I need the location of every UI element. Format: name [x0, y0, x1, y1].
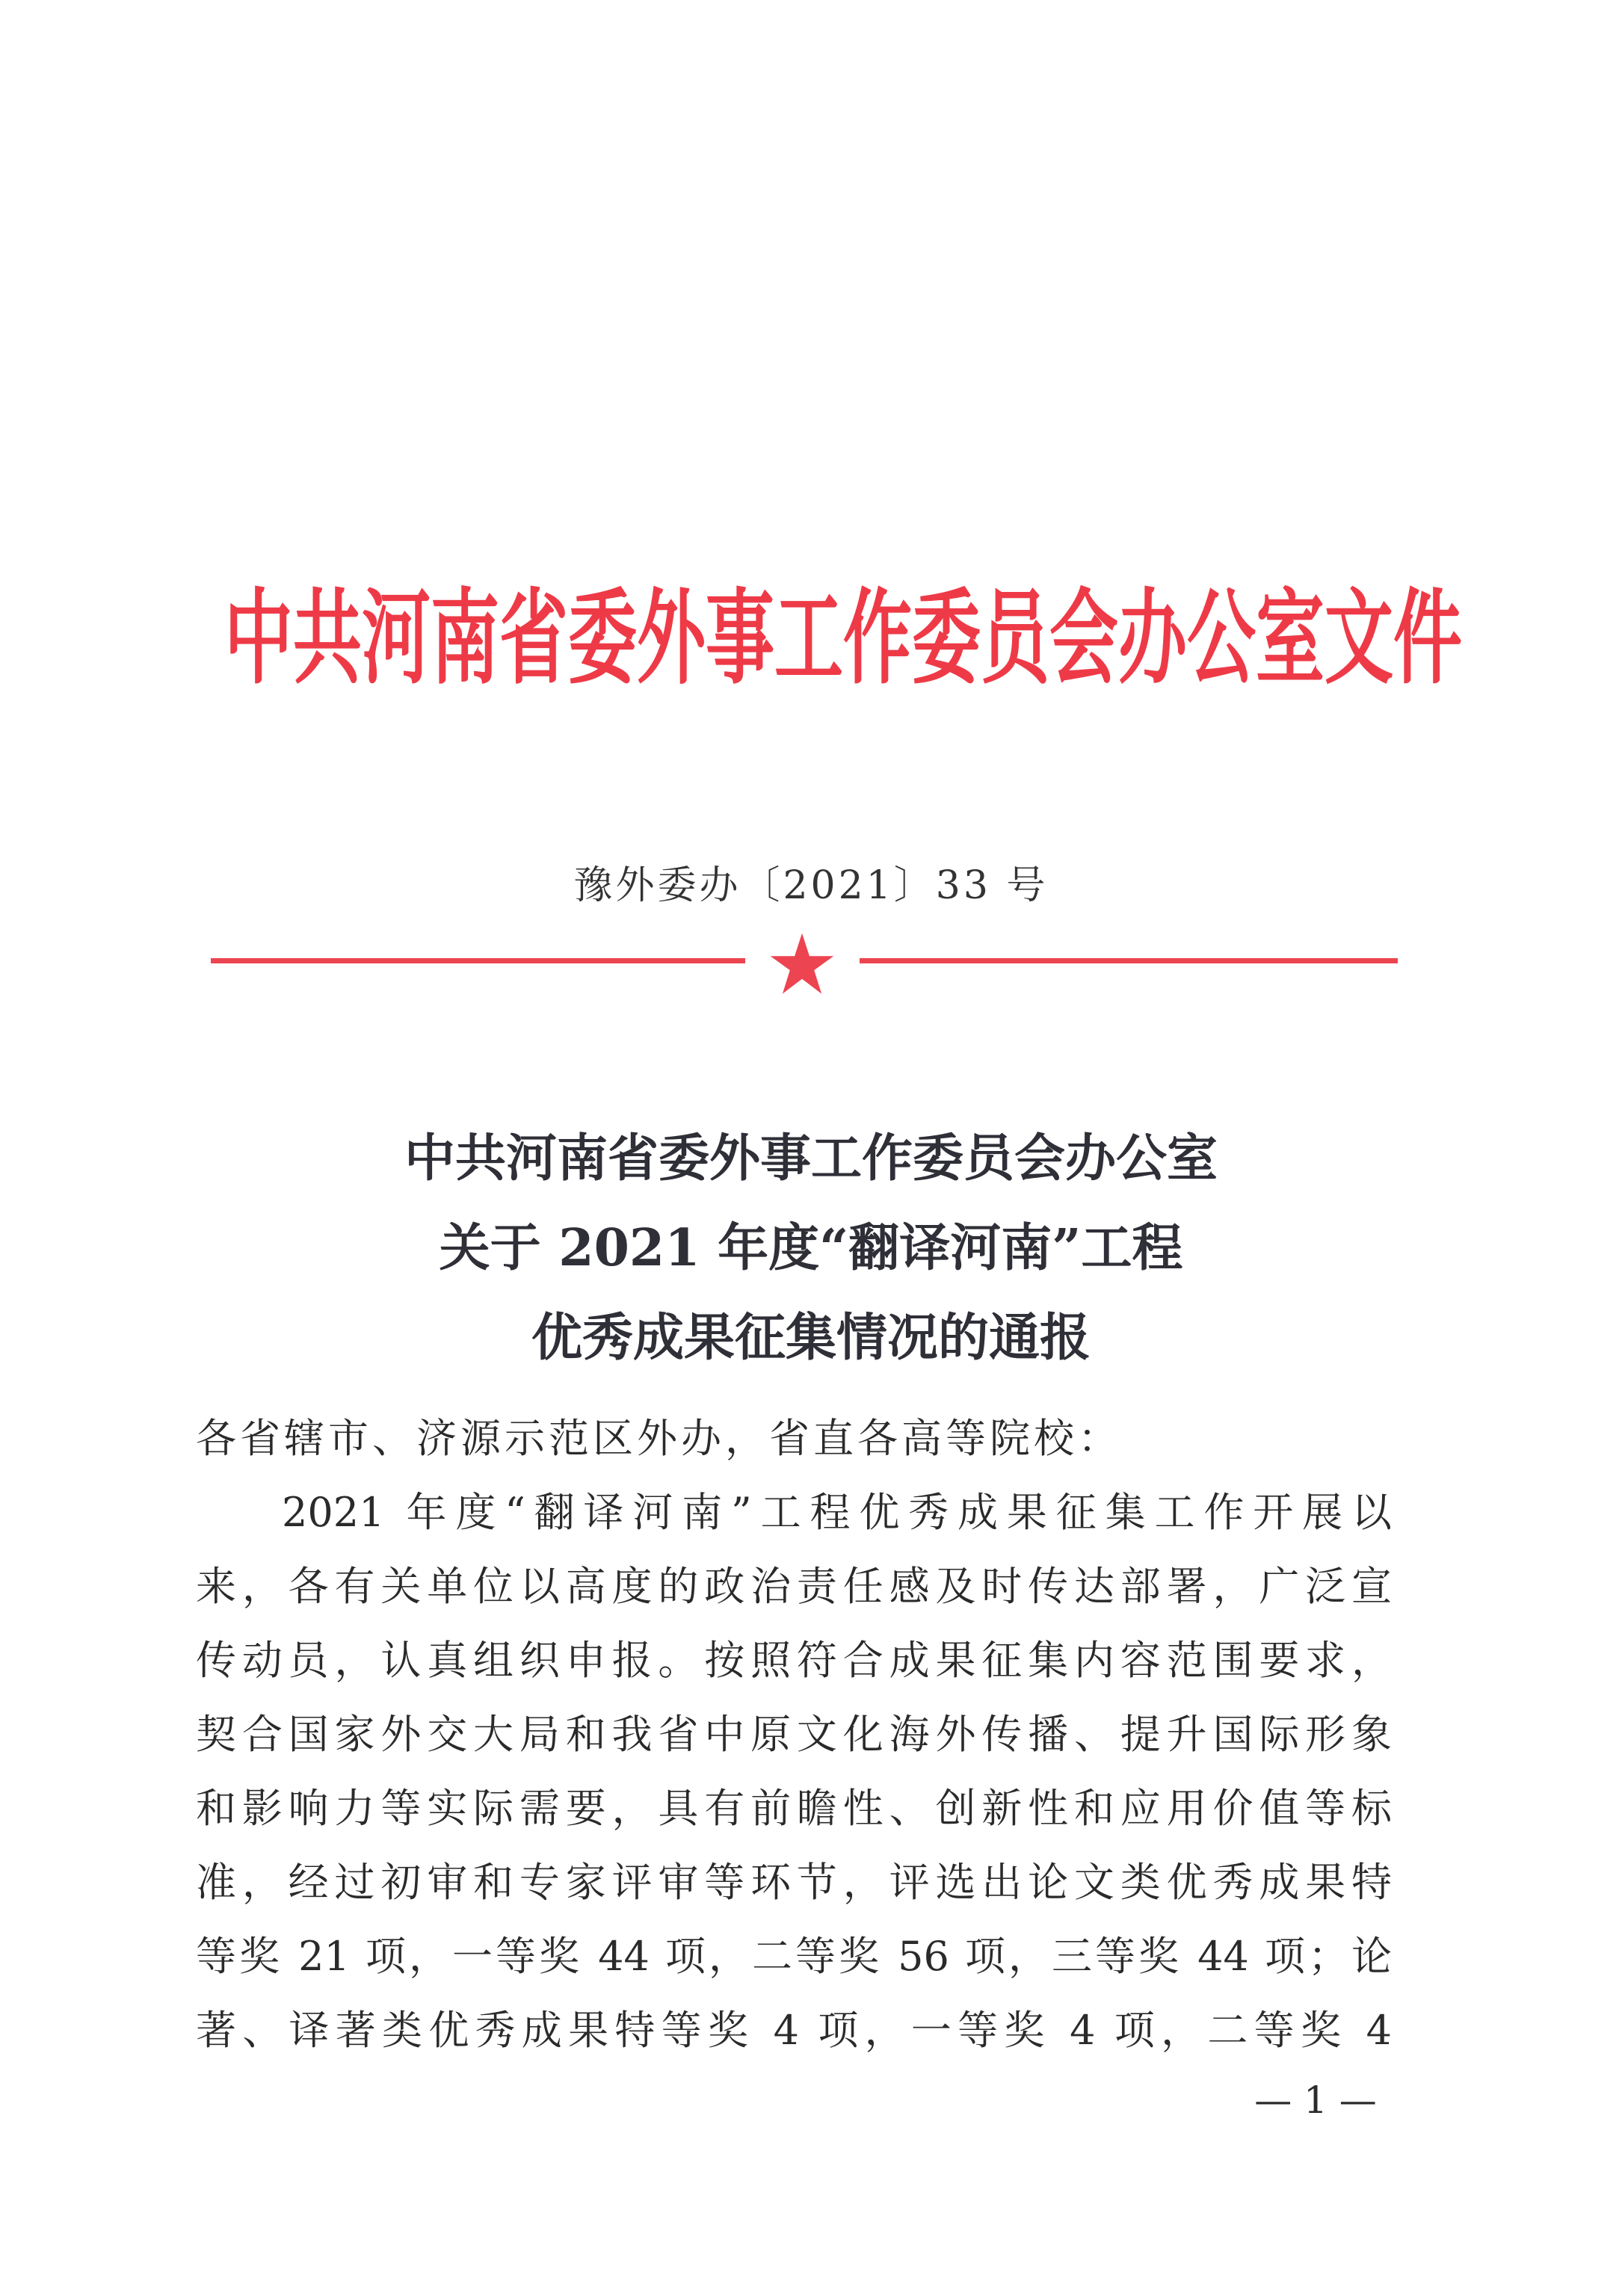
red-divider-left	[211, 958, 745, 963]
body-line: 和影响力等实际需要，具有前瞻性、创新性和应用价值等标	[196, 1785, 1392, 1832]
title-line-2: 关于 2021 年度“翻译河南”工程	[439, 1218, 1183, 1278]
document-title	[187, 1114, 1435, 1383]
body-line: 等奖 21 项，一等奖 44 项，二等奖 56 项，三等奖 44 项；论	[196, 1933, 1392, 1980]
body-line: 来，各有关单位以高度的政治责任感及时传达部署，广泛宣	[196, 1563, 1392, 1610]
title-line-1: 中共河南省委外事工作委员会办公室	[404, 1129, 1218, 1188]
body-line: 传动员，认真组织申报。按照符合成果征集内容范围要求，	[196, 1637, 1392, 1684]
body-line: 著、译著类优秀成果特等奖 4 项，一等奖 4 项，二等奖 4	[196, 2007, 1392, 2054]
body-line: 2021 年度“翻译河南”工程优秀成果征集工作开展以	[282, 1489, 1392, 1536]
red-divider-right	[860, 958, 1398, 963]
salutation: 各省辖市、济源示范区外办，省直各高等院校：	[196, 1415, 1122, 1462]
star-icon	[768, 931, 836, 998]
page-number: — 1 —	[1254, 2079, 1377, 2122]
document-body	[196, 1401, 1392, 2067]
body-line: 契合国家外交大局和我省中原文化海外传播、提升国际形象	[196, 1711, 1392, 1758]
issuer-red-header: 中共河南省委外事工作委员会办公室文件	[224, 578, 1463, 699]
body-line: 准，经过初审和专家评审等环节，评选出论文类优秀成果特	[196, 1859, 1392, 1906]
title-line-3: 优秀成果征集情况的通报	[531, 1308, 1091, 1368]
document-number: 豫外委办〔2021〕33 号	[573, 863, 1049, 908]
